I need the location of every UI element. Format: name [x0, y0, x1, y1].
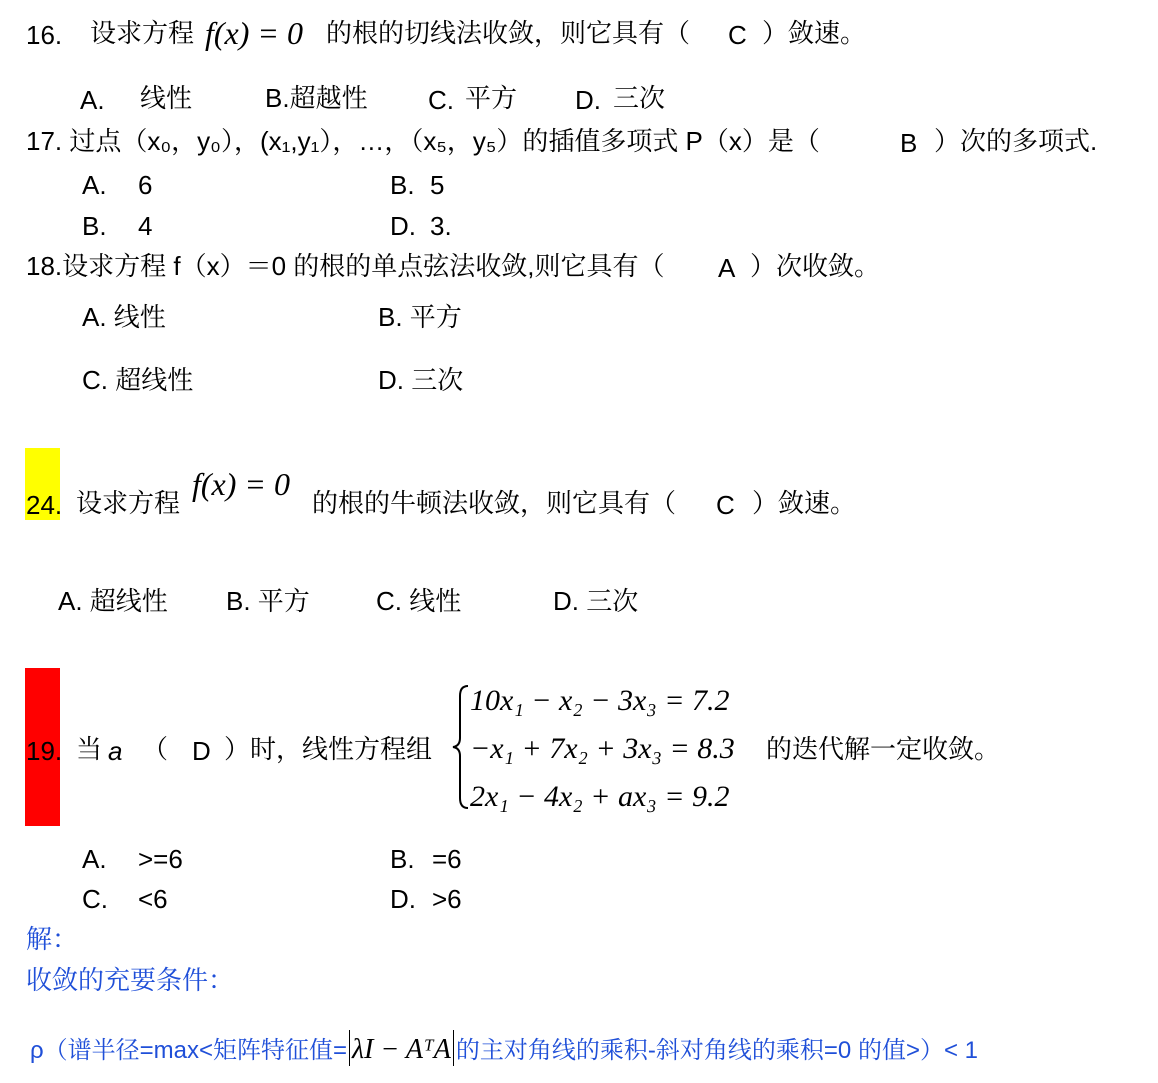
q17-answer: B	[900, 128, 918, 158]
abs-bar-left	[349, 1030, 350, 1066]
q16-option-b: B.超越性	[265, 83, 368, 113]
equation-1: 10x₁ − x₂ − 3x₃ = 7.2	[470, 684, 730, 717]
q19-option-a-label: A.	[82, 844, 107, 874]
q17-option-c-value: 4	[138, 211, 153, 241]
q16-text-end: ）敛速。	[762, 18, 867, 48]
q17-option-b-value: 5	[430, 170, 445, 200]
q18-option-a: A. 线性	[82, 302, 166, 332]
q24-answer: C	[716, 490, 735, 520]
q19-option-c-label: C.	[82, 884, 108, 914]
q16-option-d-label: D.	[575, 85, 601, 115]
q19-paren-open: （	[142, 734, 169, 764]
q16-option-c: 平方	[465, 83, 518, 113]
q18-option-c: C. 超线性	[82, 365, 194, 395]
q19-option-b-label: B.	[390, 844, 415, 874]
q16-text-post: 的根的切线法收敛，则它具有（	[326, 18, 691, 48]
q19-option-a-value: >=6	[138, 844, 183, 874]
q18-line: 18.设求方程 f（x）＝0 的根的单点弦法收敛,则它具有（	[26, 251, 665, 281]
q18-line-end: ）次收敛。	[750, 251, 881, 281]
q18-answer: A	[718, 253, 736, 283]
q24-text-pre: 设求方程	[76, 488, 181, 518]
q19-option-d-value: >6	[432, 884, 462, 914]
q16-formula: f(x) = 0	[205, 15, 303, 51]
q16-text-pre: 设求方程	[90, 18, 195, 48]
q16-number: 16.	[26, 20, 63, 50]
q17-line-end: ）次的多项式.	[934, 126, 1098, 156]
q17-option-d-value: 3.	[430, 211, 452, 241]
q17-option-b-label: B.	[390, 170, 415, 200]
solution-condition: 收敛的充要条件：	[26, 965, 235, 995]
q24-number: 24.	[26, 490, 63, 520]
q17-option-d-label: D.	[390, 211, 416, 241]
q24-text-end: ）敛速。	[752, 488, 857, 518]
q18-option-b: B. 平方	[378, 302, 462, 332]
q24-text-post: 的根的牛顿法收敛，则它具有（	[312, 488, 677, 518]
q19-text-post: 的迭代解一定收敛。	[766, 734, 1001, 764]
q19-text-pre: 当	[76, 734, 103, 764]
q24-formula: f(x) = 0	[192, 466, 290, 502]
q19-option-d-label: D.	[390, 884, 416, 914]
q19-number: 19.	[26, 736, 63, 766]
q24-option-d: D. 三次	[553, 586, 639, 616]
q16-option-a-label: A.	[80, 85, 105, 115]
q17-line: 17. 过点（x₀，y₀），(x₁,y₁），…，（x₅，y₅）的插值多项式 P（x）是（	[26, 126, 820, 156]
solution-formula-line	[30, 1030, 978, 1066]
q16-option-a: 线性	[140, 83, 193, 113]
q17-option-a-value: 6	[138, 170, 153, 200]
equation-3: 2x₁ − 4x₂ + ax₃ = 9.2	[470, 780, 730, 813]
solution-label: 解：	[26, 924, 79, 954]
q17-option-a-label: A.	[82, 170, 107, 200]
q19-variable: a	[108, 736, 123, 766]
left-brace-icon	[450, 682, 472, 812]
equation-2: −x₁ + 7x₂ + 3x₃ = 8.3	[470, 732, 735, 765]
q16-option-c-label: C.	[428, 85, 454, 115]
solution-formula-pre: ρ（谱半径=max<矩阵特征值=	[30, 1037, 348, 1064]
q19-option-b-value: =6	[432, 844, 462, 874]
equation-system	[450, 682, 750, 812]
q19-text-mid: ）时，线性方程组	[224, 734, 433, 764]
q19-answer: D	[192, 736, 211, 766]
solution-formula-mid: λI − AᵀA	[352, 1034, 451, 1065]
q18-option-d: D. 三次	[378, 365, 464, 395]
q17-option-c-label: B.	[82, 211, 107, 241]
q16-answer: C	[728, 20, 747, 50]
abs-bar-right	[453, 1030, 454, 1066]
solution-formula-post: 的主对角线的乘积-斜对角线的乘积=0 的值>）< 1	[455, 1037, 978, 1064]
q24-option-c: C. 线性	[376, 586, 462, 616]
q24-option-b: B. 平方	[226, 586, 310, 616]
q16-option-d: 三次	[613, 83, 666, 113]
q24-option-a: A. 超线性	[58, 586, 168, 616]
q19-option-c-value: <6	[138, 884, 168, 914]
